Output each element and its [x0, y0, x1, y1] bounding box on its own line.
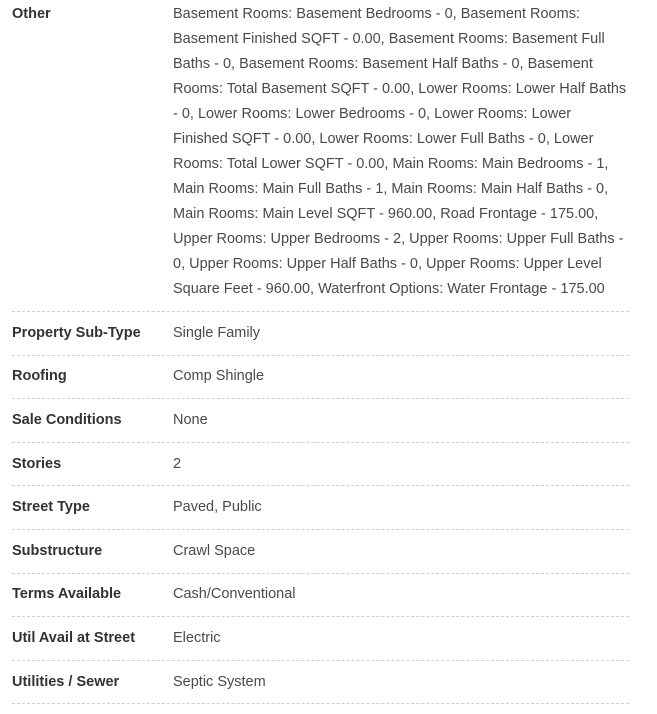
detail-label: Substructure: [12, 542, 103, 559]
detail-label: Sale Conditions: [12, 411, 122, 428]
detail-row-other: [12, 0, 629, 312]
detail-row-sale-conditions: [12, 399, 629, 443]
detail-row-roofing: [12, 356, 629, 400]
detail-value: Crawl Space: [173, 542, 256, 559]
detail-value: Basement Rooms: Basement Bedrooms - 0, Basement Rooms: Basement Finished SQFT - 0.00, Basement Rooms: Basement Full Baths - 0, Basement Rooms: Basement Half Baths - 0, Basement Rooms: Total Basement SQFT - 0.00, Lower Rooms: Lower Half Baths - 0, Lower Rooms: Lower Bedrooms - 0, Lower Rooms: Lower Finished SQFT - 0.00, Lower Rooms: Lower Full Baths - 0, Lower Rooms: Total Lower SQFT - 0.00, Main Rooms: Main Bedrooms - 1, Main Rooms: Main Full Baths - 1, Main Rooms: Main Half Baths - 0, Main Rooms: Main Level SQFT - 960.00, Road Frontage - 175.00, Upper Rooms: Upper Bedrooms - 2, Upper Rooms: Upper Full Baths - 0, Upper Rooms: Upper Half Baths - 0, Upper Rooms: Upper Level Square Feet - 960.00, Waterfront Options: Water Frontage - 175.00: [173, 6, 627, 297]
detail-row-utilities-sewer: [12, 661, 629, 705]
detail-row-property-sub-type: [12, 312, 629, 356]
detail-value: Cash/Conventional: [173, 586, 296, 603]
detail-row-street-type: [12, 486, 629, 530]
detail-label: Terms Available: [12, 586, 122, 603]
detail-value: None: [173, 411, 208, 428]
detail-row-util-avail-at-street: [12, 617, 629, 661]
detail-label: Roofing: [12, 368, 67, 385]
detail-label: Stories: [12, 455, 62, 472]
detail-value: Paved, Public: [173, 499, 262, 516]
detail-label: Other: [12, 6, 51, 22]
detail-value: Septic System: [173, 673, 266, 690]
detail-value: Single Family: [173, 324, 261, 341]
detail-row-stories: [12, 443, 629, 487]
detail-value: Comp Shingle: [173, 368, 265, 385]
detail-value: 2: [173, 455, 182, 472]
detail-label: Utilities / Sewer: [12, 673, 120, 690]
detail-row-substructure: [12, 530, 629, 574]
detail-label: Street Type: [12, 499, 90, 516]
detail-label: Property Sub-Type: [12, 324, 141, 341]
detail-value: Electric: [173, 629, 221, 646]
detail-label: Util Avail at Street: [12, 629, 136, 646]
detail-row-terms-available: [12, 574, 629, 618]
